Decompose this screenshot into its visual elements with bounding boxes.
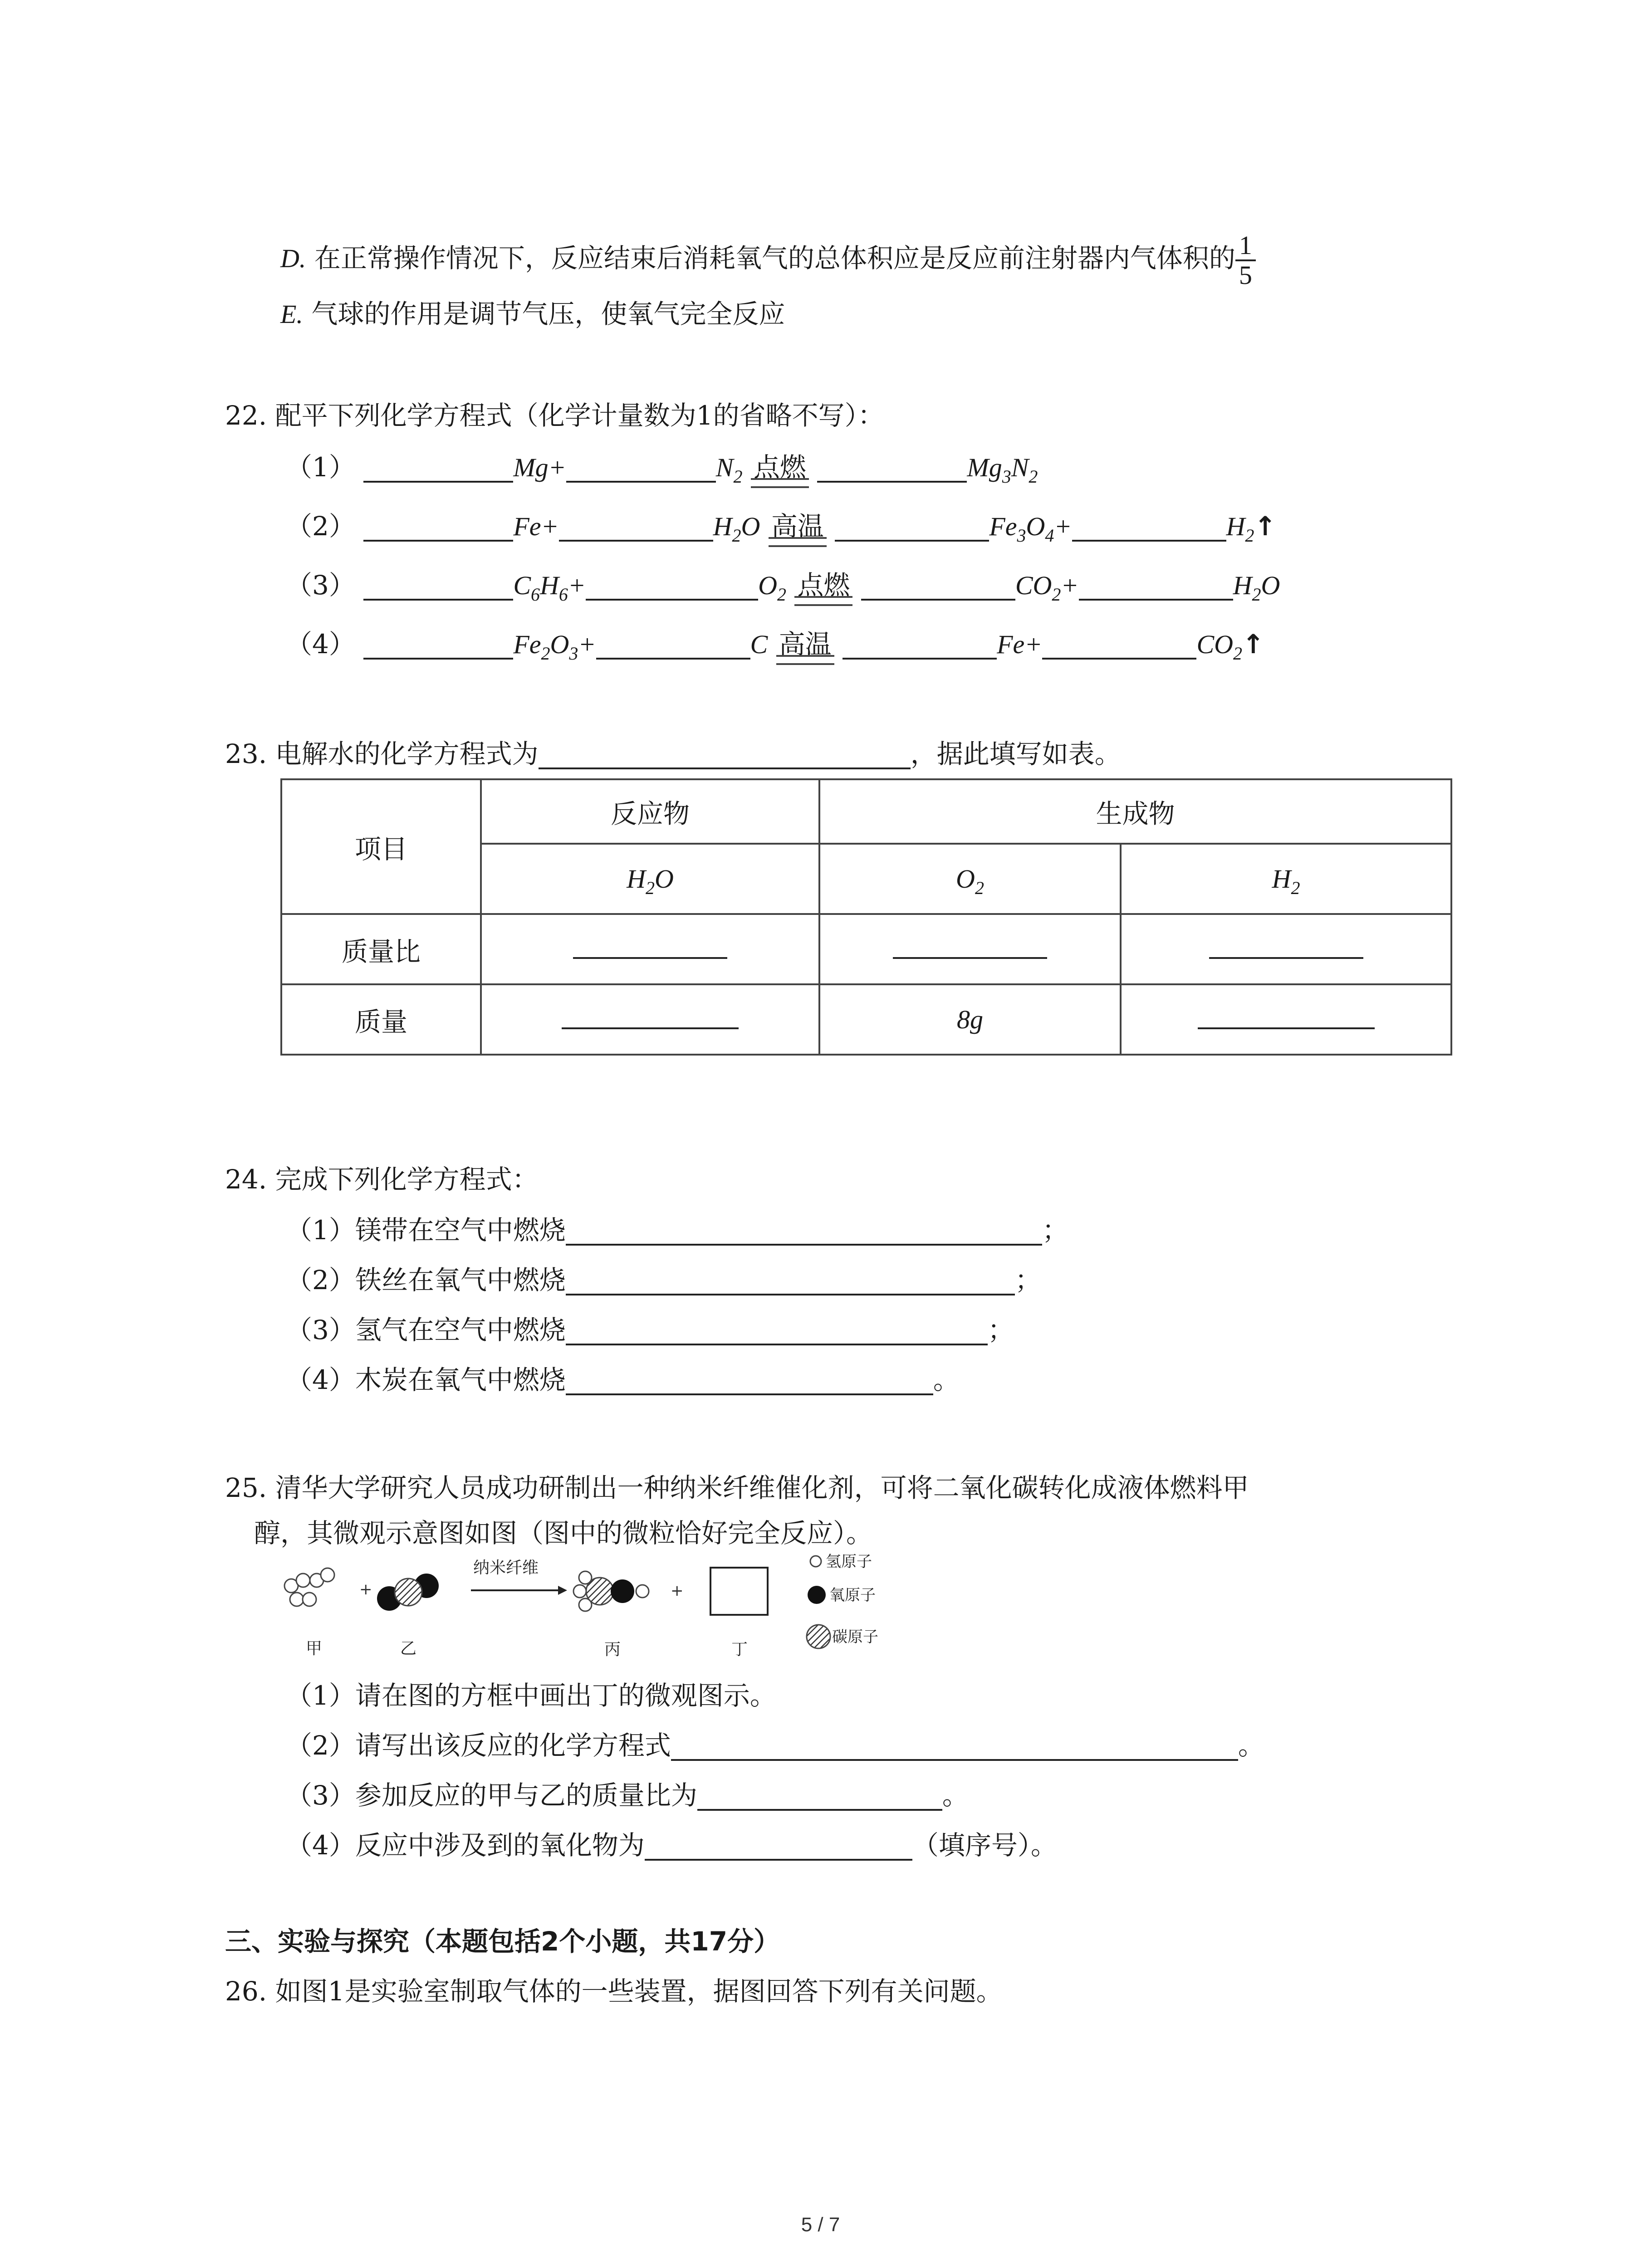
table-header-product: 生成物 xyxy=(819,779,1451,844)
answer-blank[interactable] xyxy=(1042,631,1196,660)
q24-item-4: （4）木炭在氧气中燃烧 。 xyxy=(286,1364,960,1395)
fraction: $\frac{1}{5}$ xyxy=(1235,231,1256,289)
answer-blank[interactable] xyxy=(645,1832,912,1861)
q25-item-4: （4）反应中涉及到的氧化物为 （填序号）。 xyxy=(286,1830,1057,1861)
option-text: 在正常操作情况下，反应结束后消耗氧气的总体积应是反应前注射器内气体积的 xyxy=(314,243,1235,274)
q23-table xyxy=(280,778,1452,1056)
o2-mass-value: 8g xyxy=(819,984,1121,1055)
legend-carbon: 碳原子 xyxy=(832,1628,878,1646)
label-ding: 丁 xyxy=(731,1640,748,1659)
answer-cell[interactable] xyxy=(1121,984,1451,1055)
q22-item-1: （1） $Mg+ N_2$ 点燃 $Mg_3N_2$ xyxy=(286,449,1038,486)
reaction-condition: 高温 xyxy=(776,626,834,662)
q21-option-e xyxy=(280,296,785,332)
reaction-condition: 点燃 xyxy=(751,449,809,485)
plus-sign: + xyxy=(359,1580,372,1598)
table-header-reactant: 反应物 xyxy=(481,779,819,844)
q24-item-1: （1）镁带在空气中燃烧 ； xyxy=(286,1215,1068,1246)
oxygen-atom-icon xyxy=(808,1586,826,1604)
q25-item-2: （2）请写出该反应的化学方程式 。 xyxy=(286,1730,1264,1761)
answer-blank[interactable] xyxy=(817,454,967,483)
answer-blank[interactable] xyxy=(566,1217,1042,1246)
answer-blank[interactable] xyxy=(363,454,513,483)
answer-blank[interactable] xyxy=(566,1366,933,1395)
q24-item-2: （2）铁丝在氧气中燃烧 ； xyxy=(286,1265,1041,1295)
plus-sign: + xyxy=(671,1582,684,1600)
row-label-mass-ratio: 质量比 xyxy=(281,914,481,984)
label-yi: 乙 xyxy=(400,1639,417,1658)
q22-item-4: （4） $Fe_2O_3+ C$ 高温 $Fe+ CO_2↑$ xyxy=(286,626,1264,663)
section-3-title: 三、实验与探究（本题包括2个小题，共17分） xyxy=(225,1926,780,1957)
option-label: D. xyxy=(280,244,306,274)
option-text: 气球的作用是调节气压，使氧气完全反应 xyxy=(311,298,785,329)
answer-blank[interactable] xyxy=(363,572,513,601)
answer-blank[interactable] xyxy=(586,572,758,601)
answer-cell[interactable] xyxy=(1121,914,1451,984)
table-row xyxy=(281,984,1451,1055)
gas-arrow-icon: ↑ xyxy=(1242,629,1264,660)
h2-molecules-icon xyxy=(284,1568,334,1606)
q24-stem: 24. 完成下列化学方程式： xyxy=(225,1164,539,1195)
q25-stem-line2: 醇，其微观示意图如图（图中的微粒恰好完全反应）。 xyxy=(254,1518,873,1549)
q22-item-2: （2） $Fe+ H_2O$ 高温 $Fe_3O_4+$ $H_2↑$ xyxy=(286,508,1276,545)
answer-blank[interactable] xyxy=(566,1316,988,1345)
table-row xyxy=(281,914,1451,984)
table-h2o: $H_2O$ xyxy=(481,844,819,914)
answer-blank[interactable] xyxy=(363,631,513,660)
answer-blank[interactable] xyxy=(596,631,750,660)
ding-answer-box[interactable] xyxy=(710,1568,768,1615)
answer-blank[interactable] xyxy=(1079,572,1233,601)
reaction-condition: 点燃 xyxy=(794,567,852,603)
q22-stem: 22. 配平下列化学方程式（化学计量数为1的省略不写）： xyxy=(225,400,884,431)
table-header-item: 项目 xyxy=(281,779,481,914)
option-label: E. xyxy=(280,299,303,329)
answer-blank[interactable] xyxy=(861,572,1015,601)
row-label-mass: 质量 xyxy=(281,984,481,1055)
answer-blank[interactable] xyxy=(697,1782,942,1811)
carbon-atom-icon xyxy=(807,1625,830,1648)
answer-blank[interactable] xyxy=(1072,513,1226,542)
reaction-condition: 高温 xyxy=(769,508,827,544)
legend-oxygen: 氧原子 xyxy=(829,1586,876,1604)
answer-blank[interactable] xyxy=(835,513,989,542)
page-number: 5 / 7 xyxy=(801,2214,840,2236)
answer-cell[interactable] xyxy=(481,914,819,984)
answer-blank[interactable] xyxy=(559,513,713,542)
arrow-label: 纳米纤维 xyxy=(473,1559,539,1577)
answer-blank[interactable] xyxy=(363,513,513,542)
legend-hydrogen: 氢原子 xyxy=(826,1553,872,1571)
answer-blank[interactable] xyxy=(539,740,911,769)
gas-arrow-icon: ↑ xyxy=(1254,511,1277,542)
table-h2: $H_2$ xyxy=(1121,844,1451,914)
q22-item-3: （3） $C_6H_6+ O_2$ 点燃 $CO_2+ H_2O$ xyxy=(286,567,1280,604)
q26-stem: 26. 如图1是实验室制取气体的一些装置，据图回答下列有关问题。 xyxy=(225,1976,1003,2007)
co2-molecule-icon xyxy=(377,1574,439,1611)
answer-blank[interactable] xyxy=(566,454,716,483)
answer-blank[interactable] xyxy=(566,1266,1015,1295)
answer-blank[interactable] xyxy=(671,1732,1238,1761)
q25-item-3: （3）参加反应的甲与乙的质量比为 。 xyxy=(286,1780,969,1811)
answer-cell[interactable] xyxy=(819,914,1121,984)
methanol-molecule-icon xyxy=(573,1571,649,1611)
answer-blank[interactable] xyxy=(843,631,997,660)
q21-option-d xyxy=(280,231,1256,289)
q25-item-1: （1）请在图的方框中画出丁的微观图示。 xyxy=(286,1680,776,1711)
q25-stem-line1: 25. 清华大学研究人员成功研制出一种纳米纤维催化剂，可将二氧化碳转化成液体燃料甲 xyxy=(225,1472,1249,1503)
table-o2: $O_2$ xyxy=(819,844,1121,914)
q25-micro-diagram xyxy=(281,1551,935,1669)
hydrogen-atom-icon xyxy=(810,1556,821,1567)
q24-item-3: （3）氢气在空气中燃烧 ； xyxy=(286,1315,1014,1345)
label-jia: 甲 xyxy=(306,1639,323,1658)
answer-cell[interactable] xyxy=(481,984,819,1055)
q23-stem: 23. 电解水的化学方程式为 ，据此填写如表。 xyxy=(225,738,1121,769)
label-bing: 丙 xyxy=(604,1640,621,1659)
